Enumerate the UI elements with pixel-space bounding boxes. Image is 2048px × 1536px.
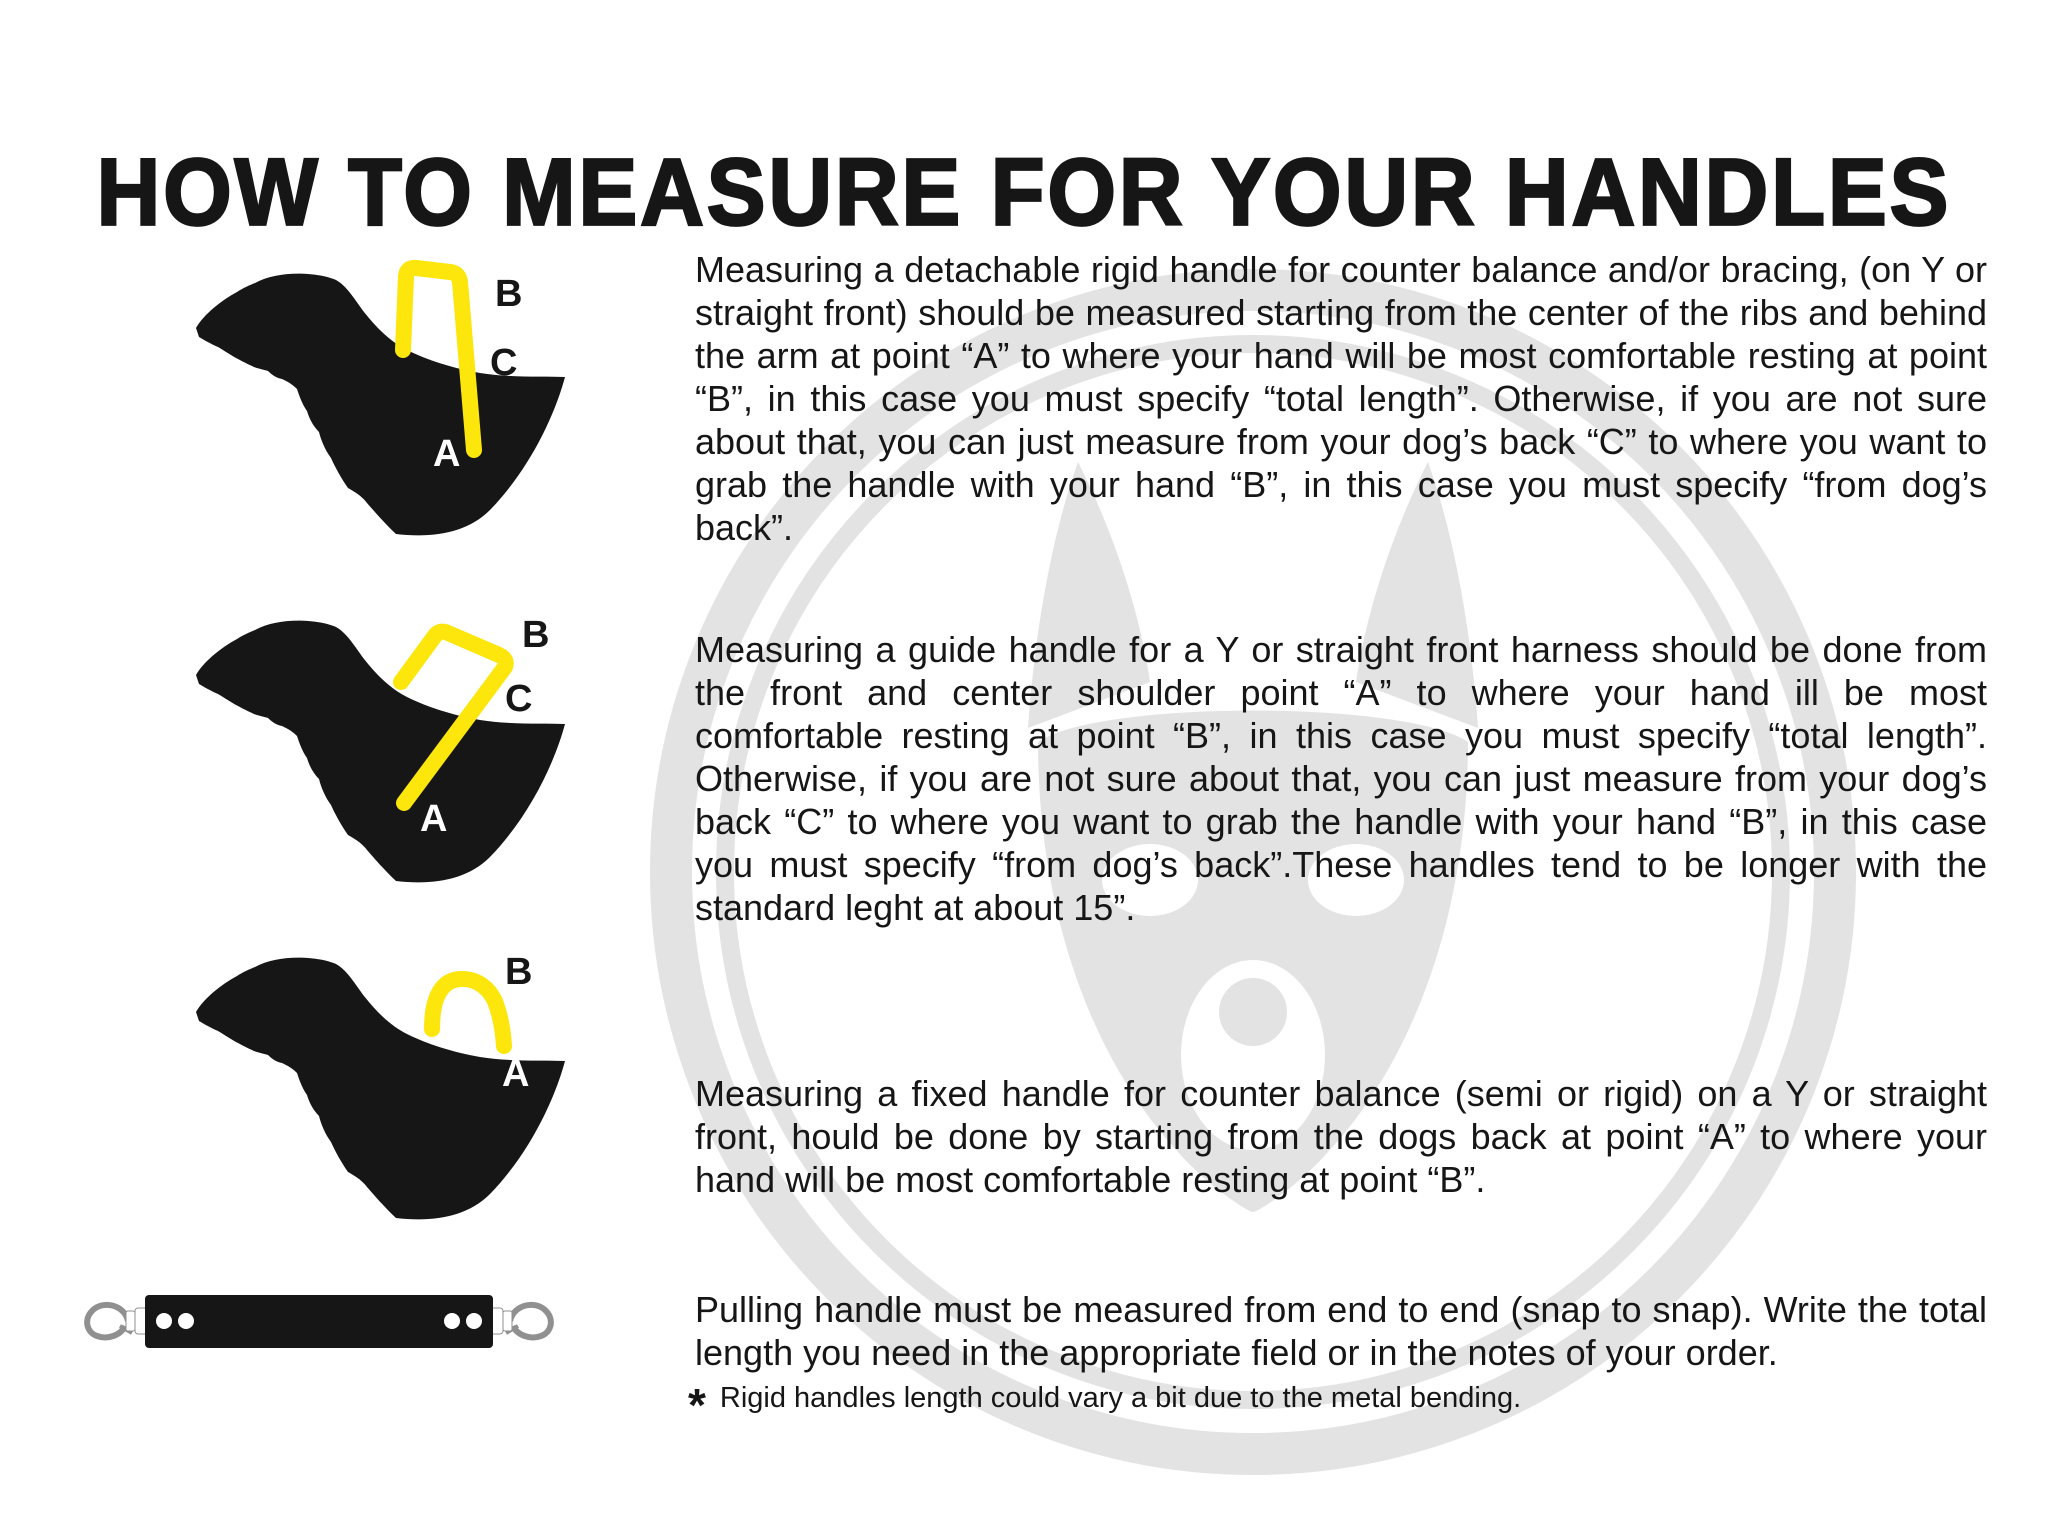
paragraph-guide: Measuring a guide handle for a Y or straight front harness should be done from the front and center shoulder point “A” to where your hand ill be most comfortable resting at point “B”, in this case you must specify “total length”. Otherwise, if you are not sure about that, you can just measure from your dog’s back “C” to where you want to grab the handle with your hand “B”, in this case you must specify “from dog’s back”.These handles tend to be longer with the standard leght at about 15”. xyxy=(695,629,1987,928)
rivet xyxy=(178,1313,194,1329)
paragraph-detachable-rigid: Measuring a detachable rigid handle for counter balance and/or bracing, (on Y or straight front) should be measured starting from the center of the ribs and behind the arm at point “A” to where your hand will be most comfortable resting at point “B”, in this case you must specify “total length”. Otherwise, if you are not sure about that, you can just measure from your dog’s back “C” to where you want to grab the handle with your hand “B”, in this case you must specify “from dog’s back”. xyxy=(695,249,1987,548)
rivet xyxy=(156,1313,172,1329)
footnote xyxy=(688,1379,1522,1431)
snap-hook-left-icon xyxy=(87,1305,153,1338)
diagram-pulling-handle xyxy=(60,1268,680,1388)
fixed-handle-path xyxy=(432,979,504,1046)
paragraph-fixed: Measuring a fixed handle for counter balance (semi or rigid) on a Y or straight front, hould be done by starting from the dogs back at point “A” to where your hand will be most comfortable resting at point “B”. xyxy=(695,1073,1987,1200)
label-point-b: B xyxy=(522,614,550,656)
label-point-b: B xyxy=(495,273,523,315)
rivet xyxy=(444,1313,460,1329)
page-title: HOW TO MEASURE FOR YOUR HANDLES xyxy=(96,138,1952,245)
label-point-a: A xyxy=(433,433,461,475)
label-point-c: C xyxy=(505,678,533,720)
label-point-a: A xyxy=(502,1053,530,1095)
snap-hook-right-icon xyxy=(485,1305,551,1338)
diagram-fixed-handle xyxy=(140,922,640,1252)
footnote-text: Rigid handles length could vary a bit due to the metal bending. xyxy=(719,1382,1522,1414)
footnote-asterisk: * xyxy=(688,1379,706,1431)
label-point-b: B xyxy=(505,951,533,993)
label-point-a: A xyxy=(420,798,448,840)
diagram-guide-handle xyxy=(140,585,640,915)
diagram-detachable-rigid-handle xyxy=(140,238,640,568)
rivet xyxy=(466,1313,482,1329)
strap xyxy=(145,1295,493,1348)
paragraph-pulling: Pulling handle must be measured from end to end (snap to snap). Write the total length you need in the appropriate field or in the notes of your order. xyxy=(695,1289,1987,1373)
label-point-c: C xyxy=(490,342,518,384)
